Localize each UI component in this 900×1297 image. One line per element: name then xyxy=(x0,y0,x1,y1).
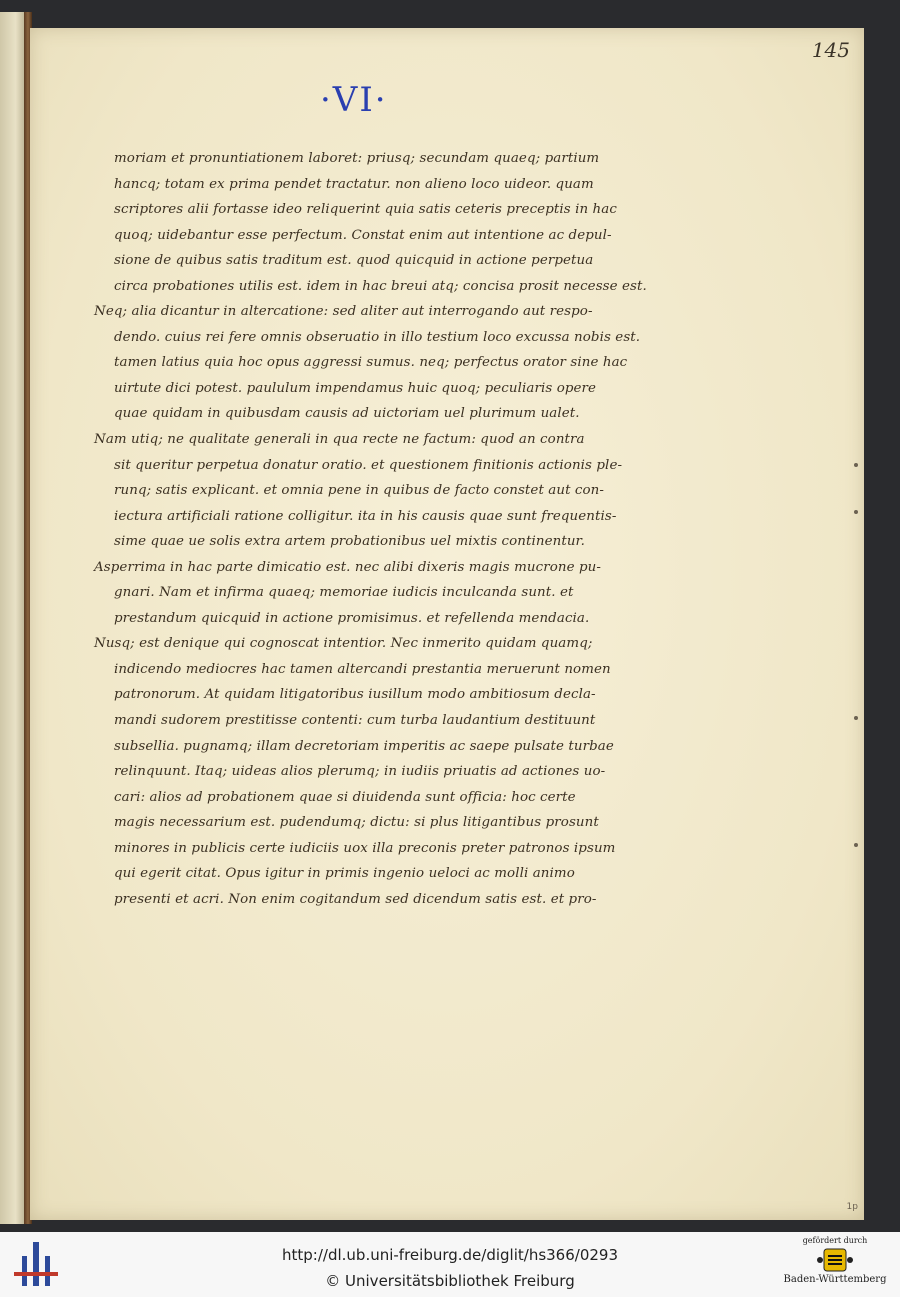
manuscript-line: Nam utiq; ne qualitate generali in qua recte ne factum: quod an contra xyxy=(94,432,585,448)
manuscript-line: Neq; alia dicantur in altercatione: sed aliter aut interrogando aut respo- xyxy=(94,304,593,320)
margin-mark xyxy=(854,716,858,720)
sponsor-block xyxy=(780,1236,890,1285)
viewer-footer xyxy=(0,1232,900,1297)
manuscript-line: prestandum quicquid in actione promisimus. et refellenda mendacia. xyxy=(114,610,590,626)
sponsor-name: Baden-Württemberg xyxy=(783,1274,887,1285)
manuscript-line: Nusq; est denique qui cognoscat intentior. Nec inmerito quidam quamq; xyxy=(94,636,593,652)
manuscript-line: hancq; totam ex prima pendet tractatur. non alieno loco uideor. quam xyxy=(114,176,594,192)
manuscript-line: subsellia. pugnamq; illam decretoriam imperitis ac saepe pulsate turbae xyxy=(114,738,614,754)
margin-mark xyxy=(854,463,858,467)
manuscript-line: circa probationes utilis est. idem in hac breui atq; concisa prosit necesse est. xyxy=(114,278,647,294)
manuscript-line: magis necessarium est. pudendumq; dictu: si plus litigantibus prosunt xyxy=(114,815,599,831)
manuscript-line: minores in publicis certe iudiciis uox illa preconis preter patronos ipsum xyxy=(114,840,616,856)
margin-mark xyxy=(854,510,858,514)
manuscript-line: sime quae ue solis extra artem probationibus uel mixtis continentur. xyxy=(114,534,585,550)
folio-number: 145 xyxy=(811,38,850,62)
manuscript-line: gnari. Nam et infirma quaeq; memoriae iudicis inculcanda sunt. et xyxy=(114,585,574,601)
sponsor-label: gefördert durch xyxy=(802,1236,868,1245)
manuscript-line: Asperrima in hac parte dimicatio est. nec alibi dixeris magis mucrone pu- xyxy=(94,559,601,575)
manuscript-line: uirtute dici potest. paululum impendamus huic quoq; peculiaris opere xyxy=(114,380,597,396)
manuscript-line: iectura artificiali ratione colligitur. ita in his causis quae sunt frequentis- xyxy=(114,508,617,524)
corner-mark: 1p xyxy=(846,1202,858,1212)
manuscript-line: mandi sudorem prestitisse contenti: cum turba laudantium destituunt xyxy=(114,713,596,729)
manuscript-line: indicendo mediocres hac tamen altercandi prestantia meruerunt nomen xyxy=(114,661,611,677)
document-url-link[interactable]: http://dl.ub.uni-freiburg.de/diglit/hs366/0293 xyxy=(282,1246,618,1264)
manuscript-line: scriptores alii fortasse ideo reliquerint quia satis ceteris preceptis in hac xyxy=(114,202,617,218)
manuscript-folio xyxy=(30,28,864,1220)
manuscript-text-block xyxy=(94,146,674,912)
manuscript-line: sione de quibus satis traditum est. quod quicquid in actione perpetua xyxy=(114,253,594,269)
coat-of-arms-icon xyxy=(815,1248,855,1272)
manuscript-line: qui egerit citat. Opus igitur in primis ingenio ueloci ac molli animo xyxy=(114,866,575,882)
margin-mark xyxy=(854,843,858,847)
manuscript-line: relinquunt. Itaq; uideas alios plerumq; in iudiis priuatis ad actiones uo- xyxy=(114,764,606,780)
copyright-notice: © Universitätsbibliothek Freiburg xyxy=(325,1272,575,1290)
chapter-heading: ·VI· xyxy=(320,80,388,120)
manuscript-line: presenti et acri. Non enim cogitandum sed dicendum satis est. et pro- xyxy=(114,891,597,907)
manuscript-line: runq; satis explicant. et omnia pene in quibus de facto constet aut con- xyxy=(114,483,605,499)
manuscript-line: dendo. cuius rei fere omnis obseruatio in illo testium loco excussa nobis est. xyxy=(114,329,641,345)
manuscript-line: cari: alios ad probationem quae si diuidenda sunt officia: hoc certe xyxy=(114,789,576,805)
manuscript-line: moriam et pronuntiationem laboret: priusq; secundam quaeq; partium xyxy=(114,151,600,166)
manuscript-line: sit queritur perpetua donatur oratio. et questionem finitionis actionis ple- xyxy=(114,457,623,473)
manuscript-line: quoq; uidebantur esse perfectum. Constat enim aut intentione ac depul- xyxy=(114,227,612,243)
manuscript-line: patronorum. At quidam litigatoribus iusillum modo ambitiosum decla- xyxy=(114,687,596,703)
manuscript-line: quae quidam in quibusdam causis ad uictoriam uel plurimum ualet. xyxy=(114,406,580,422)
manuscript-line: tamen latius quia hoc opus aggressi sumus. neq; perfectus orator sine hac xyxy=(114,355,628,371)
